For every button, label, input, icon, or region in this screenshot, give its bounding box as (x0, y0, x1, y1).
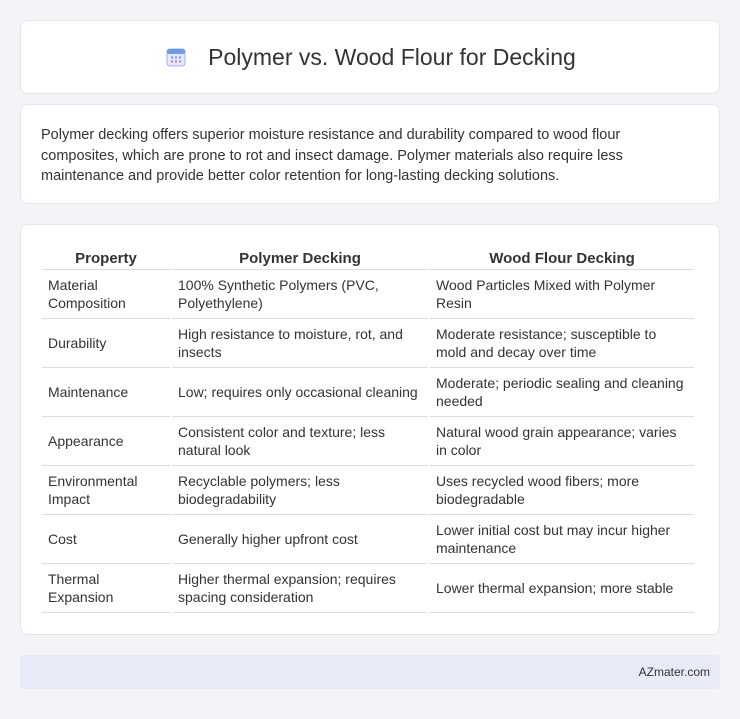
header-wood-flour-decking: Wood Flour Decking (430, 246, 694, 270)
wood-flour-cell: Wood Particles Mixed with Polymer Resin (430, 270, 694, 319)
footer-bar (20, 655, 720, 689)
summary-text: Polymer decking offers superior moisture resistance and durability compared to wood flour composites, which are prone to rot and insect damage. Polymer materials also require less maintenance and provide better color retention for long-lasting decking solutions. (41, 127, 623, 184)
property-cell: Environmental Impact (42, 466, 170, 515)
summary-card (20, 104, 720, 204)
polymer-cell: Consistent color and texture; less natural look (172, 417, 428, 466)
wood-flour-cell: Lower thermal expansion; more stable (430, 564, 694, 613)
page-title: Polymer vs. Wood Flour for Decking (208, 43, 576, 70)
polymer-cell: Recyclable polymers; less biodegradability (172, 466, 428, 515)
wood-flour-cell: Natural wood grain appearance; varies in color (430, 417, 694, 466)
header-property: Property (42, 246, 170, 270)
table-row (42, 270, 694, 319)
header-polymer-decking: Polymer Decking (172, 246, 428, 270)
wood-flour-cell: Moderate; periodic sealing and cleaning needed (430, 368, 694, 417)
table-row (42, 466, 694, 515)
comparison-table-card (20, 224, 720, 635)
polymer-cell: Higher thermal expansion; requires spacing consideration (172, 564, 428, 613)
wood-flour-cell: Moderate resistance; susceptible to mold and decay over time (430, 319, 694, 368)
polymer-cell: Low; requires only occasional cleaning (172, 368, 428, 417)
table-row (42, 417, 694, 466)
wood-flour-cell: Lower initial cost but may incur higher maintenance (430, 515, 694, 564)
table-row (42, 515, 694, 564)
property-cell: Maintenance (42, 368, 170, 417)
property-cell: Cost (42, 515, 170, 564)
table-header-row (42, 246, 694, 270)
footer-source-link[interactable]: AZmater.com (638, 665, 710, 679)
header-card (20, 20, 720, 94)
polymer-cell: 100% Synthetic Polymers (PVC, Polyethylene) (172, 270, 428, 319)
polymer-cell: Generally higher upfront cost (172, 515, 428, 564)
table-row (42, 319, 694, 368)
property-cell: Durability (42, 319, 170, 368)
property-cell: Thermal Expansion (42, 564, 170, 613)
calendar-icon (164, 45, 188, 69)
comparison-table (40, 246, 696, 613)
property-cell: Appearance (42, 417, 170, 466)
polymer-cell: High resistance to moisture, rot, and insects (172, 319, 428, 368)
table-row (42, 368, 694, 417)
property-cell: Material Composition (42, 270, 170, 319)
table-row (42, 564, 694, 613)
wood-flour-cell: Uses recycled wood fibers; more biodegradable (430, 466, 694, 515)
title-wrap (164, 44, 576, 71)
